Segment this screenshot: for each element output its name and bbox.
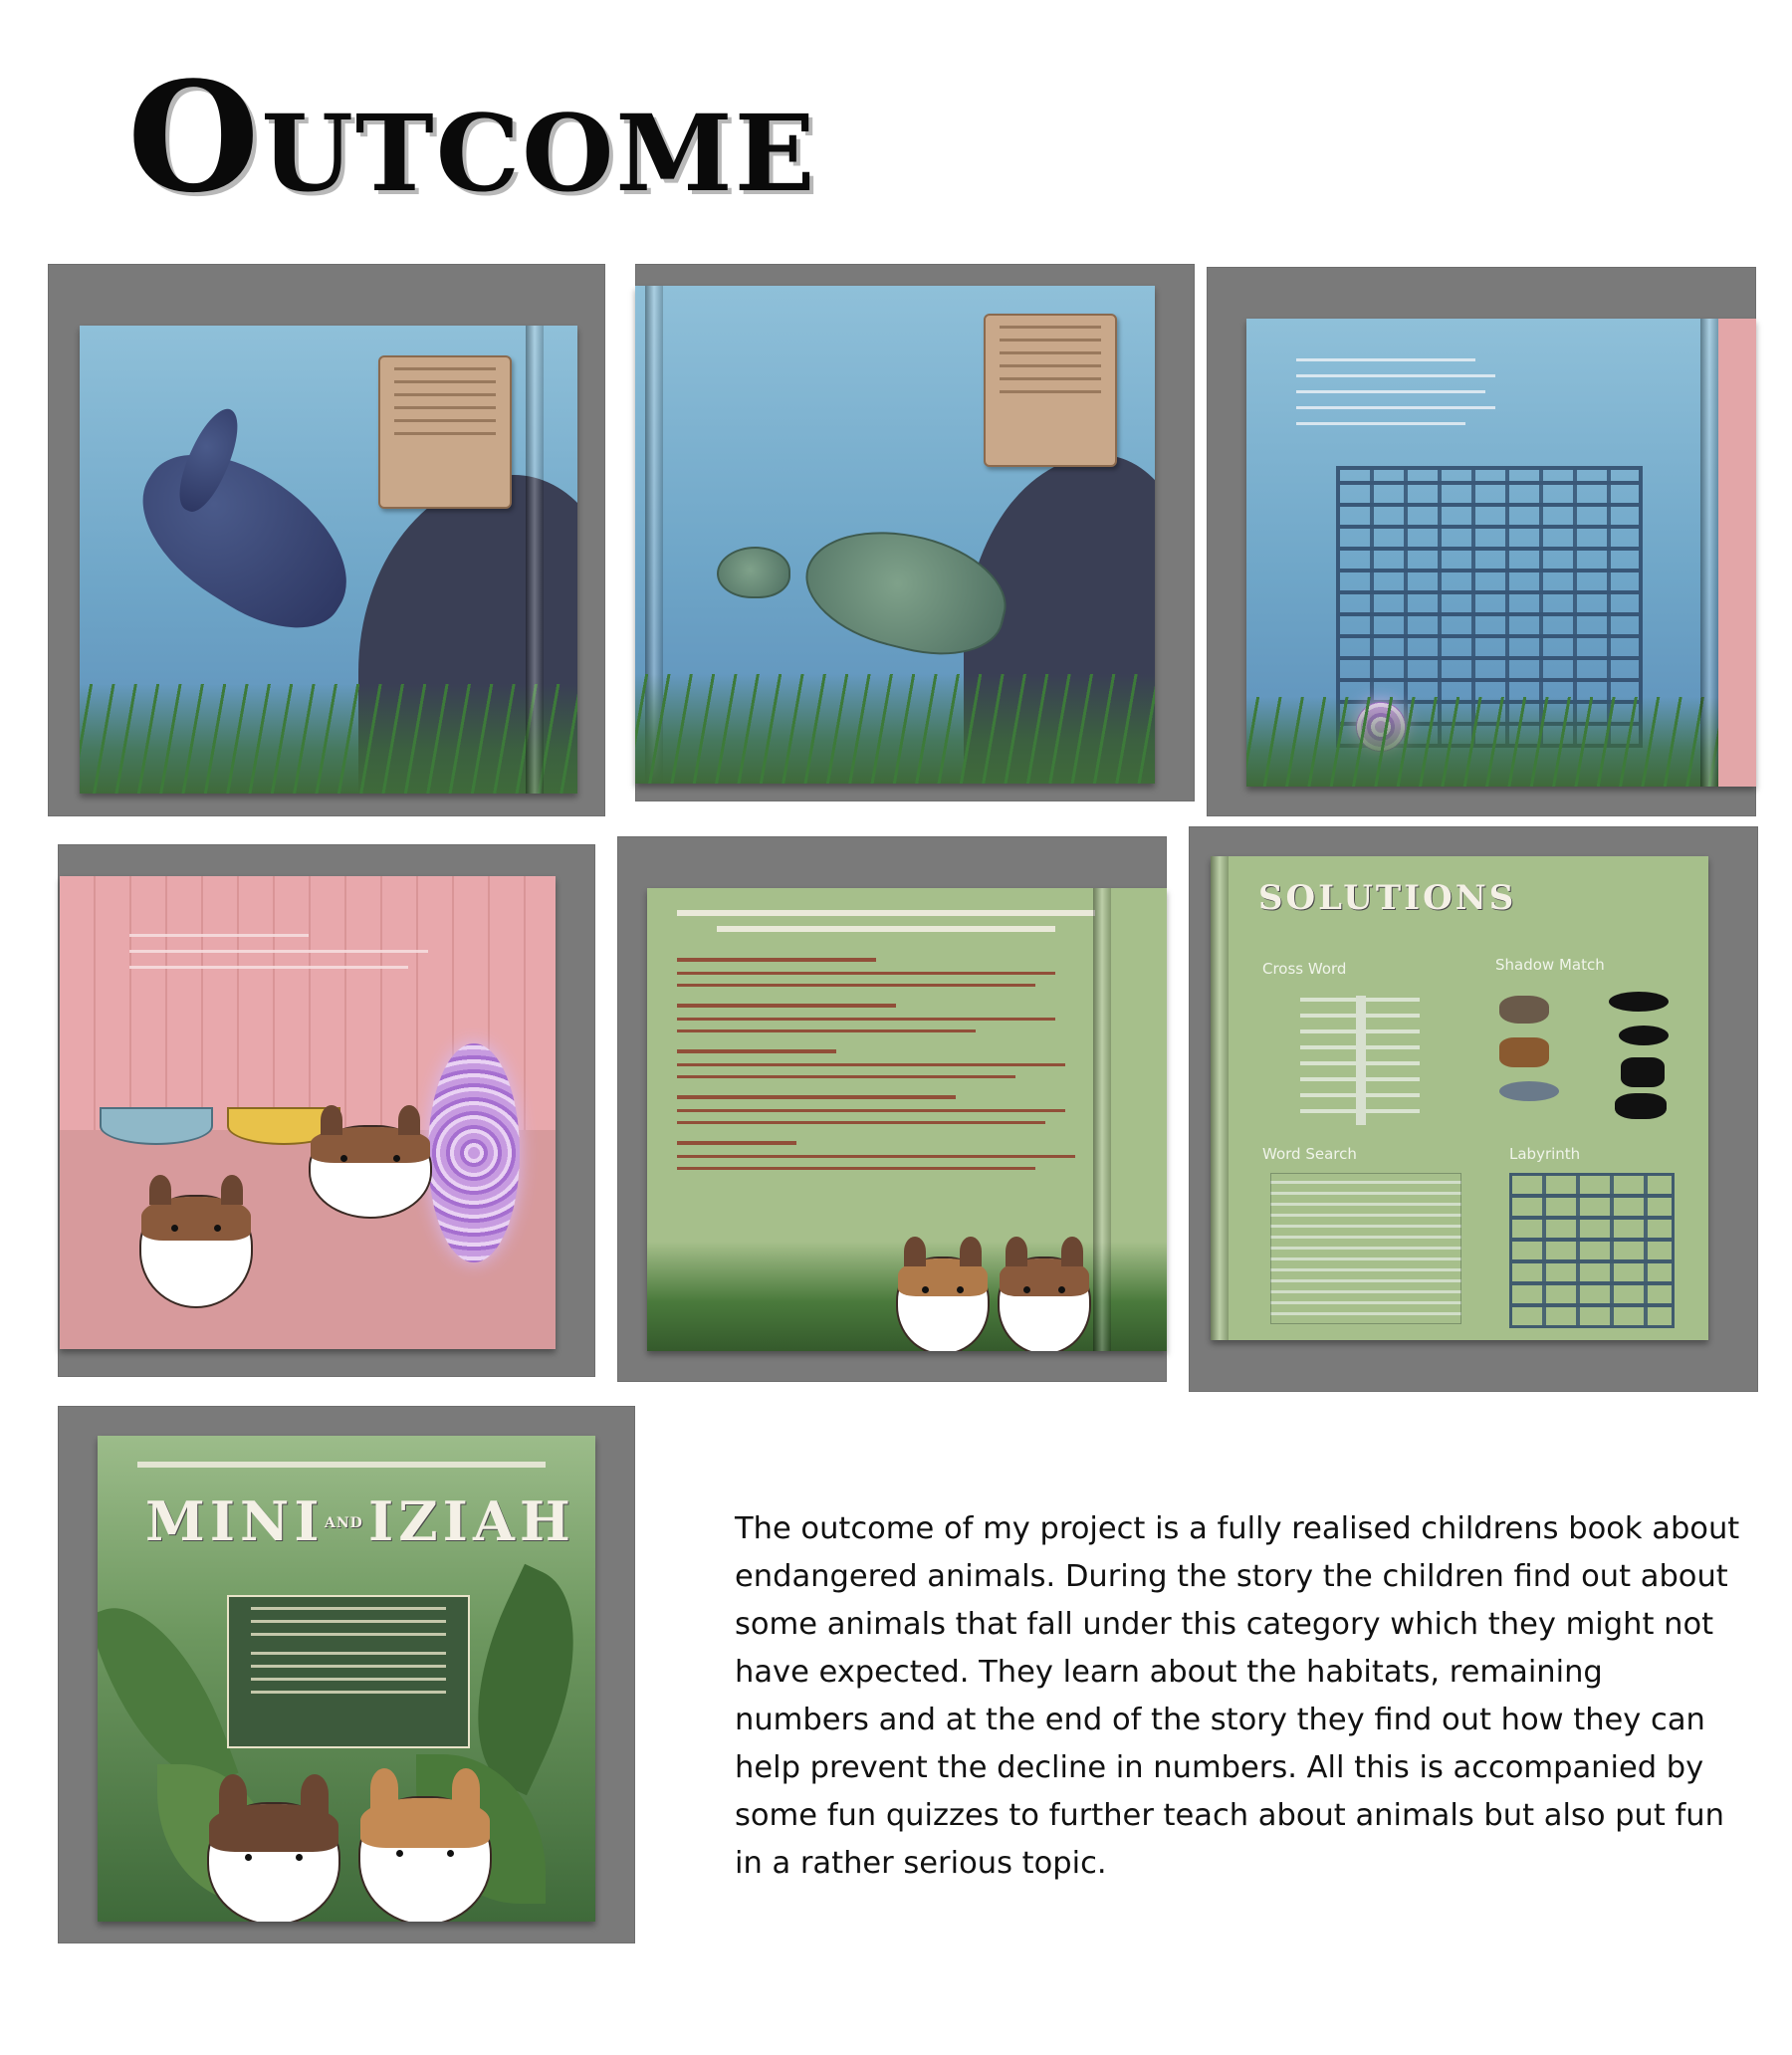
corgi-character — [207, 1802, 340, 1922]
spread-sea-turtle — [635, 264, 1195, 801]
cover-title-mid: AND — [325, 1515, 363, 1531]
fact-scroll — [378, 355, 512, 509]
corgi-character — [896, 1256, 990, 1351]
whale-shark-illustration — [114, 424, 377, 655]
page-seam — [526, 326, 544, 794]
seagrass — [1246, 697, 1756, 787]
labyrinth-label: Labyrinth — [1509, 1145, 1581, 1163]
labyrinth-solution — [1509, 1173, 1675, 1328]
corgi-character — [309, 1125, 432, 1219]
corgi-portal-page — [60, 876, 556, 1349]
page-seam — [1700, 319, 1718, 787]
corgi-character — [998, 1256, 1091, 1351]
crossword-label: Cross Word — [1262, 960, 1347, 978]
spread-maze-puzzle — [1207, 267, 1756, 816]
whale-shark-page — [80, 326, 577, 794]
spread-solutions — [1189, 826, 1758, 1392]
cover-title-left: MINI — [145, 1489, 325, 1553]
solutions-heading: SOLUTIONS — [1258, 878, 1517, 918]
corgi-character — [358, 1796, 492, 1922]
sea-turtle-page — [635, 286, 1155, 784]
spread-corgi-portal — [58, 844, 595, 1377]
page-seam — [1093, 888, 1111, 1351]
crossword-grid — [1300, 996, 1420, 1125]
sea-turtle-head — [717, 547, 790, 598]
page-seam — [1211, 856, 1229, 1340]
cover-title-right: IZIAH — [368, 1489, 575, 1553]
shadow-match-label: Shadow Match — [1495, 956, 1605, 974]
next-page-edge — [1718, 319, 1756, 787]
help-save-page — [647, 888, 1167, 1351]
project-description: The outcome of my project is a fully realised childrens book about endangered animals. During the story the children find out about some animals that fall under this category which they might not have expected. They learn about the habitats, remaining numbers and at the end of the story they find out how they can help prevent the decline in numbers. All this is accompanied by some fun quizzes to further teach about animals but also put fun in a rather serious topic. — [735, 1511, 1740, 1881]
word-search-grid — [1270, 1173, 1461, 1324]
shadow-match-puzzle — [1499, 986, 1669, 1125]
seagrass — [80, 684, 577, 794]
page-title: Outcome — [127, 48, 817, 226]
blue-bowl — [100, 1107, 213, 1145]
spread-cover — [58, 1406, 635, 1943]
maze-page — [1246, 319, 1756, 787]
seagrass — [635, 674, 1155, 784]
corgi-character — [139, 1195, 253, 1308]
swirl-portal — [428, 1043, 520, 1262]
cover-blurb — [227, 1595, 470, 1748]
spread-help-save — [617, 836, 1167, 1382]
solutions-page — [1211, 856, 1708, 1340]
cover-page — [98, 1436, 595, 1922]
word-search-label: Word Search — [1262, 1145, 1357, 1163]
fact-scroll — [984, 314, 1117, 467]
spread-whale-shark — [48, 264, 605, 816]
